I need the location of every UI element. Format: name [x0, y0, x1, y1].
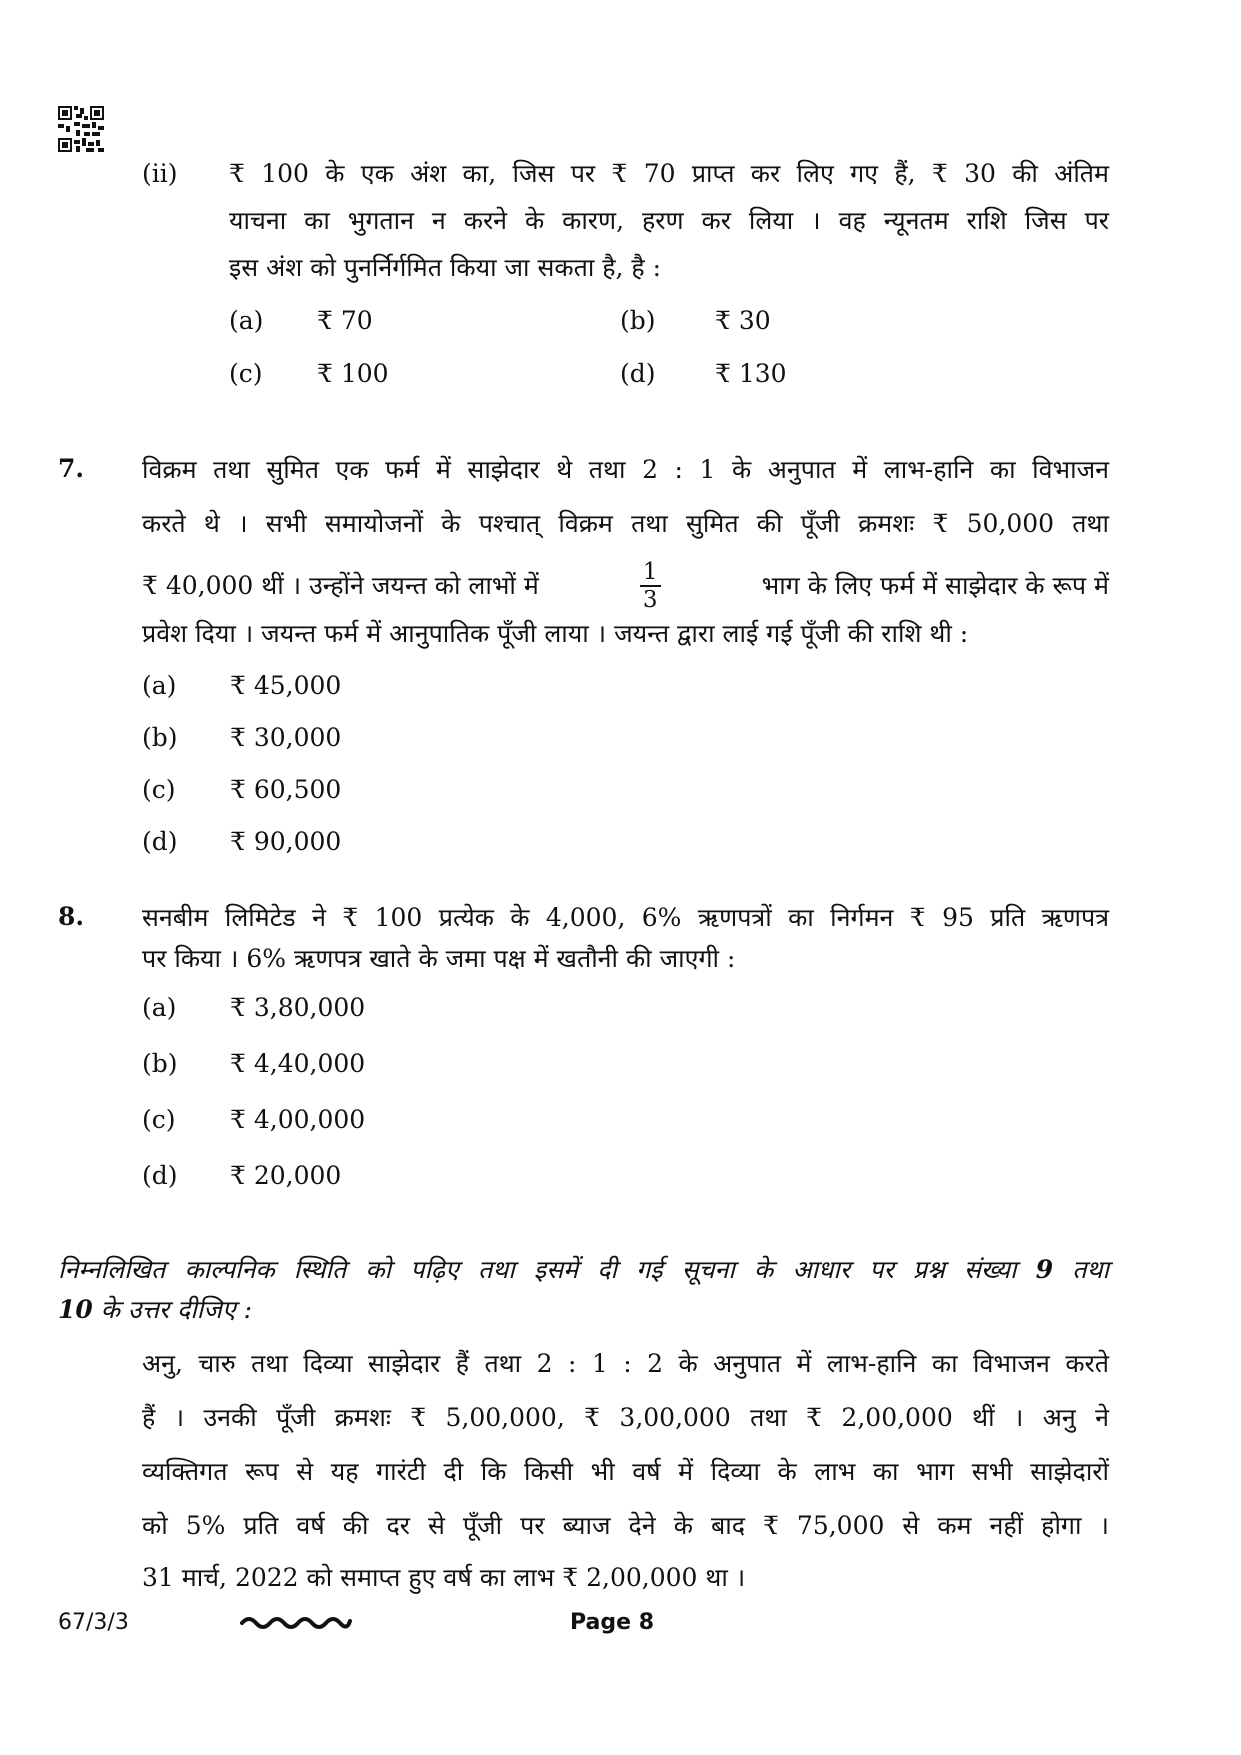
case-text-line: व्यक्तिगत रूप से यह गारंटी दी कि किसी भी वर्ष में दिव्या के लाभ का भाग सभी साझेदारों — [142, 1457, 1109, 1486]
question-text-line: विक्रम तथा सुमित एक फर्म में साझेदार थे तथा 2 : 1 के अनुपात में लाभ-हानि का विभाजन — [142, 455, 1109, 484]
subquestion-label: (ii) — [142, 159, 178, 188]
question-ref-number: 10 — [58, 1295, 93, 1324]
question-number: 7. — [58, 454, 85, 483]
option-a: (a) ₹ 3,80,000 — [142, 993, 366, 1022]
option-b: (b) ₹ 30,000 — [142, 723, 342, 752]
case-text-line: को 5% प्रति वर्ष की दर से पूँजी पर ब्याज देने के बाद ₹ 75,000 से कम नहीं होगा । — [142, 1511, 1109, 1540]
question-text-part: ₹ 40,000 थीं । उन्होंने जयन्त को लाभों में — [142, 571, 539, 600]
question-text-line: प्रवेश दिया । जयन्त फर्म में आनुपातिक पूँजी लाया । जयन्त द्वारा लाई गई पूँजी की राशि थी : — [142, 619, 969, 648]
fraction-denominator: 3 — [642, 587, 658, 613]
question-text-line: ₹ 100 के एक अंश का, जिस पर ₹ 70 प्राप्त कर लिए गए हैं, ₹ 30 की अंतिम — [229, 159, 1109, 188]
fraction-numerator: 1 — [640, 559, 661, 587]
case-study-instruction — [58, 1250, 1109, 1330]
option-c: (c) ₹ 60,500 — [142, 775, 342, 804]
instruction-text: निम्नलिखित काल्पनिक स्थिति को पढ़िए तथा इसमें दी गई सूचना के आधार पर प्रश्न संख्या — [58, 1255, 1017, 1284]
option-b: (b) ₹ 30 — [620, 306, 771, 335]
case-text-line: 31 मार्च, 2022 को समाप्त हुए वर्ष का लाभ ₹ 2,00,000 था । — [142, 1563, 746, 1592]
option-c: (c) ₹ 4,00,000 — [142, 1105, 366, 1134]
case-text-line: हैं । उनकी पूँजी क्रमशः ₹ 5,00,000, ₹ 3,00,000 तथा ₹ 2,00,000 थीं । अनु ने — [142, 1403, 1109, 1432]
option-a: (a) ₹ 45,000 — [142, 671, 342, 700]
question-text-line: सनबीम लिमिटेड ने ₹ 100 प्रत्येक के 4,000, 6% ऋणपत्रों का निर्गमन ₹ 95 प्रति ऋणपत्र — [142, 903, 1109, 932]
question-text-part: भाग के लिए फर्म में साझेदार के रूप में — [761, 571, 1109, 600]
question-text-line: इस अंश को पुनर्निर्गमित किया जा सकता है, है : — [229, 253, 662, 282]
instruction-text: के उत्तर दीजिए : — [100, 1295, 253, 1324]
question-text-line: याचना का भुगतान न करने के कारण, हरण कर लिया । वह न्यूनतम राशि जिस पर — [229, 206, 1109, 235]
page-number: Page 8 — [570, 1610, 655, 1635]
option-d: (d) ₹ 90,000 — [142, 827, 342, 856]
question-text-line-fraction — [142, 556, 1109, 616]
question-text-line: पर किया । 6% ऋणपत्र खाते के जमा पक्ष में खतौनी की जाएगी : — [142, 944, 736, 973]
qr-code — [58, 106, 104, 152]
option-c: (c) ₹ 100 — [229, 359, 389, 388]
option-b: (b) ₹ 4,40,000 — [142, 1049, 366, 1078]
fraction-one-third — [640, 559, 661, 613]
paper-code: 67/3/3 — [58, 1610, 129, 1635]
instruction-text: तथा — [1072, 1255, 1109, 1284]
question-text-line: करते थे । सभी समायोजनों के पश्चात् विक्रम तथा सुमित की पूँजी क्रमशः ₹ 50,000 तथा — [142, 509, 1109, 538]
option-d: (d) ₹ 130 — [620, 359, 787, 388]
case-text-line: अनु, चारु तथा दिव्या साझेदार हैं तथा 2 : 1 : 2 के अनुपात में लाभ-हानि का विभाजन करते — [142, 1349, 1109, 1378]
option-a: (a) ₹ 70 — [229, 306, 373, 335]
wave-divider-icon — [240, 1614, 352, 1630]
question-ref-number: 9 — [1035, 1255, 1054, 1284]
option-d: (d) ₹ 20,000 — [142, 1161, 342, 1190]
question-number: 8. — [58, 902, 85, 931]
